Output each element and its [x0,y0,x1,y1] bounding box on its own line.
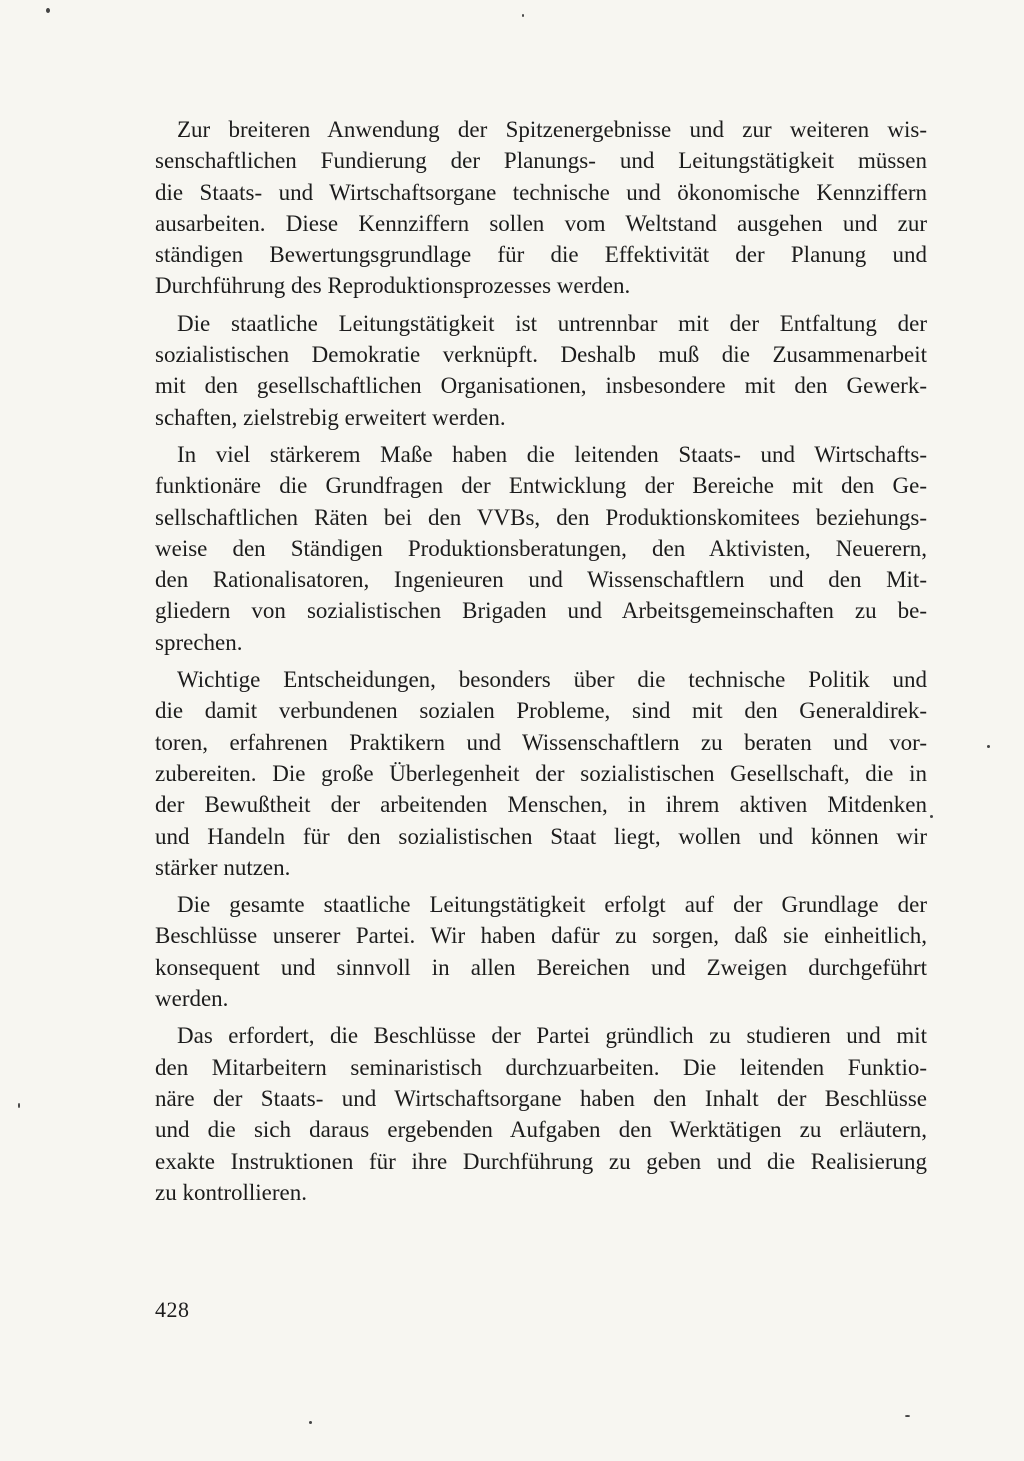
text-line: die damit verbundenen sozialen Probleme, sind mit den Generaldirek- [155,698,927,724]
scan-speck [522,14,524,17]
text-line: Das erfordert, die Beschlüsse der Partei gründlich zu studieren und mit [177,1023,927,1049]
scan-speck [46,8,50,13]
text-line: den Rationalisatoren, Ingenieuren und Wissenschaftlern und den Mit- [155,567,927,593]
text-line: und die sich daraus ergebenden Aufgaben den Werktätigen zu erläutern, [155,1117,927,1143]
scan-speck [18,1103,20,1108]
text-line: Die staatliche Leitungstätigkeit ist untrennbar mit der Entfaltung der [177,310,927,336]
text-line: sprechen. [155,629,243,655]
paragraph [155,308,927,433]
text-line: stärker nutzen. [155,854,291,880]
page-number: 428 [155,1297,190,1322]
text-line: schaften, zielstrebig erweitert werden. [155,404,506,430]
text-line: Durchführung des Reproduktionsprozesses werden. [155,273,631,299]
text-line: den Mitarbeitern seminaristisch durchzuarbeiten. Die leitenden Funktio- [155,1054,927,1080]
body-text [155,114,927,1214]
scan-speck [905,1415,910,1417]
paragraph [155,889,927,1014]
text-line: sozialistischen Demokratie verknüpft. Deshalb muß die Zusammenarbeit [155,342,927,368]
text-line: und Handeln für den sozialistischen Staat liegt, wollen und können wir [155,823,927,849]
text-line: Zur breiteren Anwendung der Spitzenergebnisse und zur weiteren wis- [177,117,927,142]
text-line: Beschlüsse unserer Partei. Wir haben dafür zu sorgen, daß sie einheitlich, [155,923,927,949]
text-line: Wichtige Entscheidungen, besonders über die technische Politik und [177,667,927,693]
text-line: ausarbeiten. Diese Kennziffern sollen vom Weltstand ausgehen und zur [155,210,927,236]
text-line: die Staats- und Wirtschaftsorgane technische und ökonomische Kennziffern [155,179,927,205]
text-line: Die gesamte staatliche Leitungstätigkeit erfolgt auf der Grundlage der [177,892,927,918]
scan-speck [987,745,990,748]
paragraph [155,114,927,302]
text-line: zubereiten. Die große Überlegenheit der sozialistischen Gesellschaft, die in [155,760,927,786]
text-line: ständigen Bewertungsgrundlage für die Effektivität der Planung und [155,242,927,268]
paragraph [155,664,927,883]
text-line: weise den Ständigen Produktionsberatungen, den Aktivisten, Neuerern, [155,535,927,561]
scan-speck [309,1421,312,1424]
text-line: näre der Staats- und Wirtschaftsorgane haben den Inhalt der Beschlüsse [155,1085,927,1111]
text-line: konsequent und sinnvoll in allen Bereichen und Zweigen durchgeführt [155,954,927,980]
text-line: In viel stärkerem Maße haben die leitenden Staats- und Wirtschafts- [177,441,927,467]
text-line: mit den gesellschaftlichen Organisationen, insbesondere mit den Gewerk- [155,373,927,399]
text-line: werden. [155,986,229,1012]
paragraph [155,439,927,658]
scan-speck [930,815,933,818]
text-line: sellschaftlichen Räten bei den VVBs, den Produktionskomitees beziehungs- [155,504,927,530]
text-line: zu kontrollieren. [155,1179,308,1205]
text-line: der Bewußtheit der arbeitenden Menschen, in ihrem aktiven Mitdenken [155,792,927,818]
text-line: funktionäre die Grundfragen der Entwicklung der Bereiche mit den Ge- [155,473,927,499]
text-line: exakte Instruktionen für ihre Durchführung zu geben und die Realisierung [155,1148,927,1174]
text-line: toren, erfahrenen Praktikern und Wissenschaftlern zu beraten und vor- [155,729,927,755]
text-line: senschaftlichen Fundierung der Planungs- und Leitungstätigkeit müssen [155,148,927,174]
text-line: gliedern von sozialistischen Brigaden und Arbeitsgemeinschaften zu be- [155,598,927,624]
paragraph [155,1020,927,1208]
